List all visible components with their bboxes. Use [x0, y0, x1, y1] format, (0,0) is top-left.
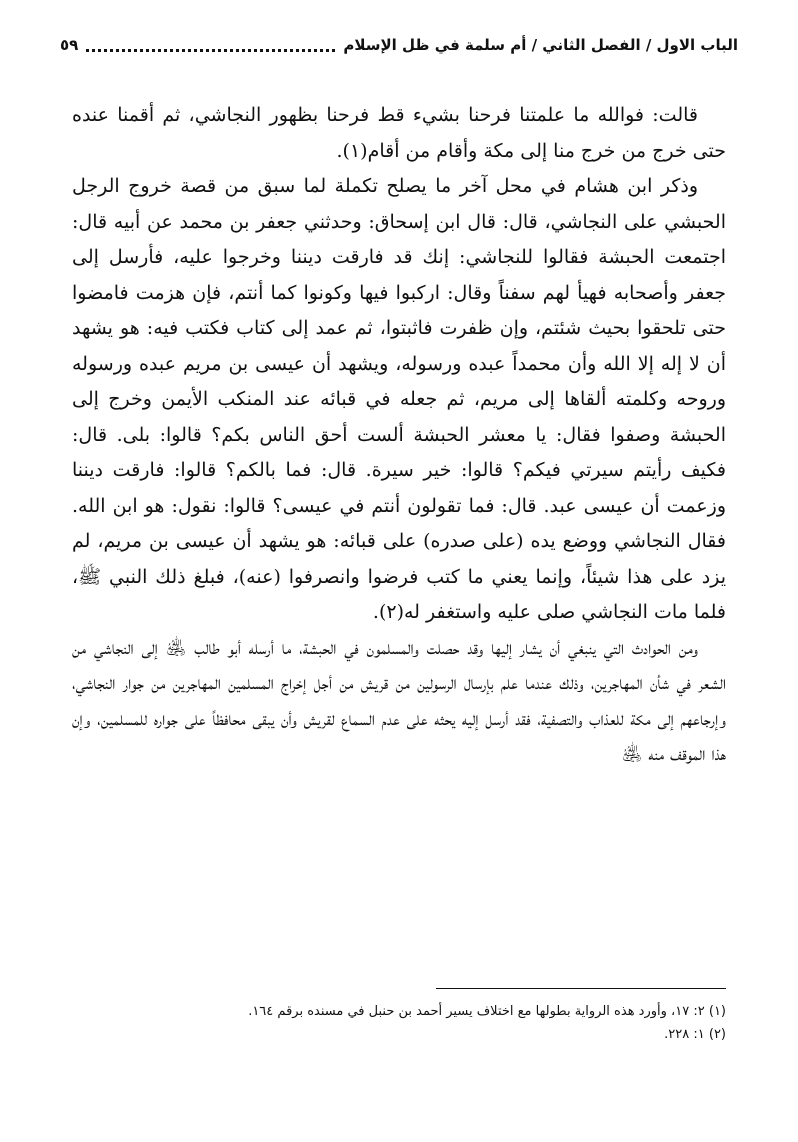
page-number: ٥٩ [60, 36, 79, 54]
paragraph-2: وذكر ابن هشام في محل آخر ما يصلح تكملة لما سبق من قصة خروج الرجل الحبشي على النجاشي، قال: قال ابن إسحاق: وحدثني جعفر بن محمد عن أبيه قال: اجتمعت الحبشة فقالوا للنجاشي: إنك قد فارقت ديننا وخرجوا عليه، فأرسل إلى جعفر وأصحابه فهيأ لهم سفناً وقال: اركبوا فيها وكونوا كما أنتم، فإن هزمت فامضوا حتى تلحقوا بحيث شئتم، وإن ظفرت فاثبتوا، ثم عمد إلى كتاب فكتب فيه: هو يشهد أن لا إله إلا الله وأن محمداً عبده ورسوله، ويشهد أن عيسى بن مريم عبده ورسوله وروحه وكلمته ألقاها إلى مريم، ثم جعله في قبائه عند المنكب الأيمن وخرج إلى الحبشة وصفوا فقال: يا معشر الحبشة ألست أحق الناس بكم؟ قالوا: بلى. قال: فكيف رأيتم سيرتي فيكم؟ قالوا: خير سيرة. قال: فما بالكم؟ قالوا: فارقت ديننا وزعمت أن عيسى عبد. قال: فما تقولون أنتم في عيسى؟ قالوا: نقول: هو ابن الله. فقال النجاشي ووضع يده (على صدره) على قبائه: هو يشهد أن عيسى بن مريم، لم يزد على هذا شيئاً، وإنما يعني ما كتب فرضوا وانصرفوا (عنه)، فبلغ ذلك النبي ﷺ، فلما مات النجاشي صلى عليه واستغفر له(٢). [72, 175, 727, 623]
dot-leader [86, 39, 335, 52]
footnotes [72, 1000, 726, 1046]
paragraph-3: ومن الحوادث التي ينبغي أن يشار إليها وقد حصلت والمسلمون في الحبشة، ما أرسله أبو طالب ﵁ إلى النجاشي من الشعر في شأن المهاجرين، وذلك عندما علم بإرسال الرسولين من قريش من أجل إخراج المسلمين المهاجرين من جوار النجاشي، وإرجاعهم إلى مكة للعذاب والتصفية، فقد أرسل إليه يحثه على عدم السماع لقريش وأن يبقى محافظاً على جواره للمسلمين، وإن هذا الموقف منه ﵁ [72, 636, 726, 765]
main-text [72, 98, 726, 773]
running-header [60, 30, 738, 60]
footnote-2: (٢) ١: ٢٢٨. [664, 1027, 726, 1042]
footnote-separator [436, 988, 726, 989]
paragraph-1: قالت: فوالله ما علمتنا فرحنا بشيء قط فرحنا بظهور النجاشي، ثم أقمنا عنده حتى خرج من خرج منا إلى مكة وأقام من أقام(١). [72, 104, 726, 162]
footnote-1: (١) ٢: ١٧، وأورد هذه الرواية بطولها مع اختلاف يسير أحمد بن حنبل في مسنده برقم ١٦٤. [248, 1004, 726, 1019]
chapter-title: الباب الاول / الفصل الثاني / أم سلمة في ظل الإسلام [343, 36, 738, 54]
